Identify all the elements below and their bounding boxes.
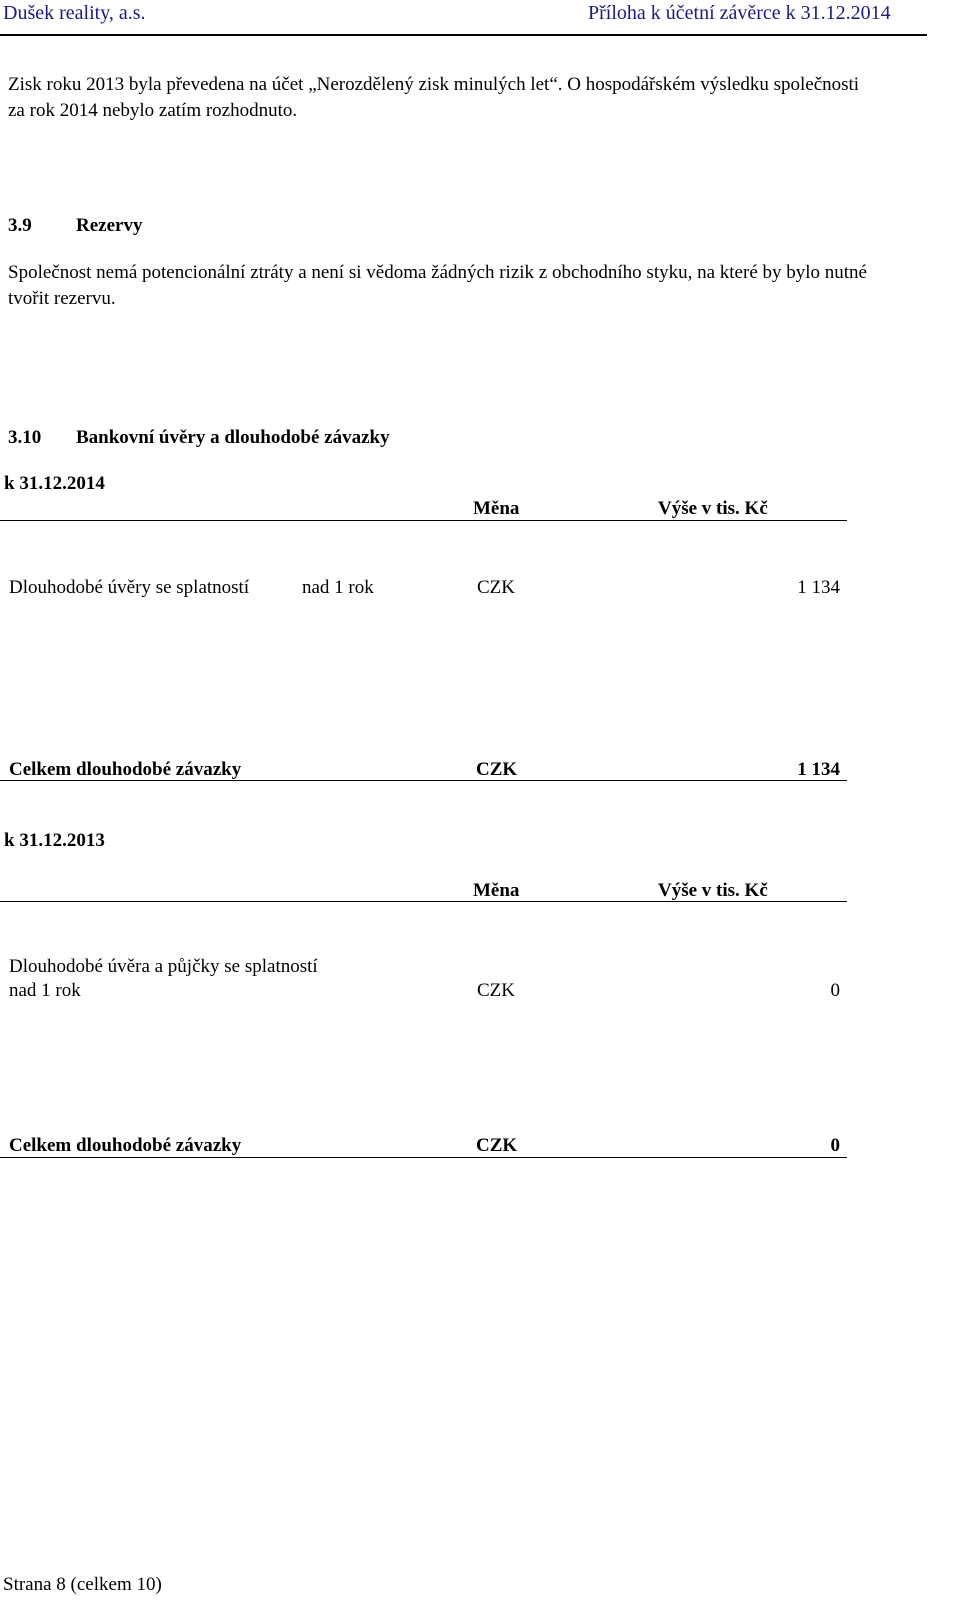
intro-line-2: za rok 2014 nebylo zatím rozhodnuto. — [8, 100, 298, 121]
table-2013-row-currency: CZK — [477, 980, 515, 1001]
table-2013-total-rule — [0, 1157, 847, 1158]
table-2014-row-currency: CZK — [477, 577, 515, 598]
section-3-9-line-2: tvořit rezervu. — [8, 288, 116, 309]
table-2013-row-label-2: nad 1 rok — [9, 980, 81, 1001]
section-3-9-line-1: Společnost nemá potencionální ztráty a není si vědoma žádných rizik z obchodního styku, na které by bylo nutné — [8, 262, 867, 283]
section-3-9-title: Rezervy — [76, 215, 143, 236]
section-3-10-title: Bankovní úvěry a dlouhodobé závazky — [76, 427, 390, 448]
table-2014-total-label: Celkem dlouhodobé závazky — [9, 759, 242, 780]
table-2013-col-amount: Výše v tis. Kč — [658, 880, 768, 901]
intro-line-1: Zisk roku 2013 byla převedena na účet „Nerozdělený zisk minulých let“. O hospodářském výsledku společnosti — [8, 74, 860, 95]
header-company: Dušek reality, a.s. — [3, 2, 146, 24]
header-title: Příloha k účetní závěrce k 31.12.2014 — [588, 2, 891, 24]
table-2014-total-amount: 1 134 — [797, 759, 840, 780]
table-2013-date: k 31.12.2013 — [4, 830, 105, 851]
table-2014-row-label: Dlouhodobé úvěry se splatností — [9, 577, 250, 598]
table-2014-date: k 31.12.2014 — [4, 473, 105, 494]
table-2013-col-currency: Měna — [473, 880, 520, 901]
table-2013-total-amount: 0 — [830, 1135, 840, 1156]
table-2014-header-rule — [0, 520, 847, 521]
table-2014-row-amount: 1 134 — [797, 577, 840, 598]
section-3-10-number: 3.10 — [8, 427, 42, 448]
table-2014-col-amount: Výše v tis. Kč — [658, 498, 768, 519]
footer-page-number: Strana 8 (celkem 10) — [3, 1574, 162, 1595]
table-2014-total-rule — [0, 780, 847, 781]
table-2013-header-rule — [0, 901, 847, 902]
table-2013-row-amount: 0 — [830, 980, 840, 1001]
table-2013-total-currency: CZK — [476, 1135, 518, 1156]
table-2014-total-currency: CZK — [476, 759, 518, 780]
table-2014-row-term: nad 1 rok — [302, 577, 374, 598]
table-2013-total-label: Celkem dlouhodobé závazky — [9, 1135, 242, 1156]
table-2014-col-currency: Měna — [473, 498, 520, 519]
table-2013-row-label-1: Dlouhodobé úvěra a půjčky se splatností — [9, 956, 318, 977]
header-divider — [0, 34, 927, 36]
section-3-9-number: 3.9 — [8, 215, 32, 236]
